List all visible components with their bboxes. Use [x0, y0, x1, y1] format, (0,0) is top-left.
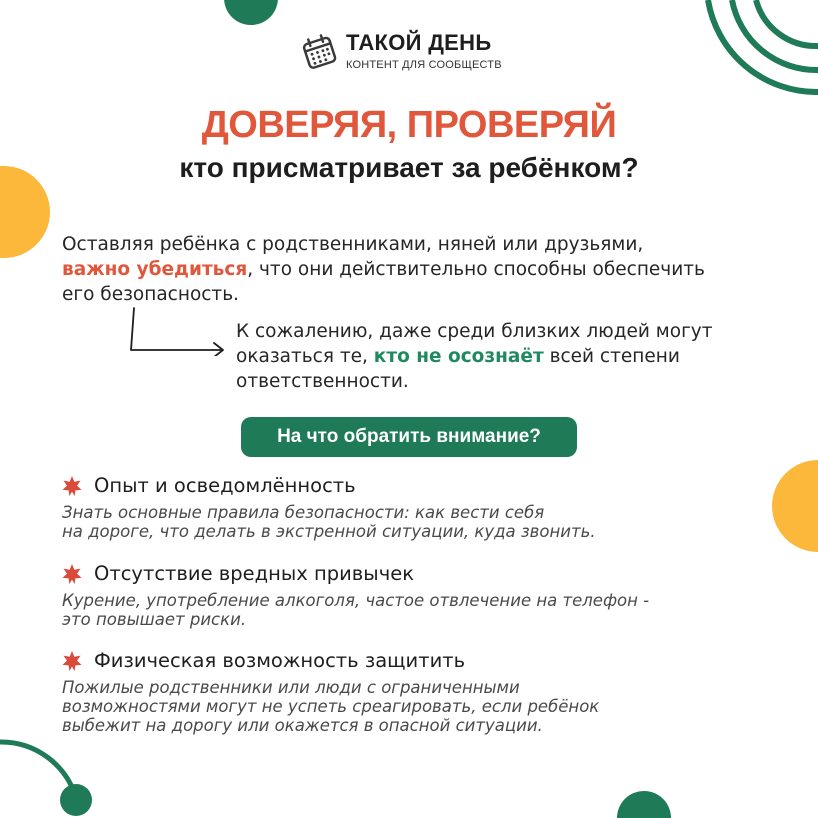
page-title: ДОВЕРЯЯ, ПРОВЕРЯЙ — [201, 104, 617, 146]
decor-bottom-left-arc — [0, 738, 100, 818]
arrow-icon — [126, 306, 230, 356]
note-highlight: кто не осознаёт — [373, 346, 544, 367]
brand-header — [300, 26, 502, 76]
decor-top-right-arcs — [690, 0, 818, 95]
list-item — [62, 474, 762, 541]
brand-name: ТАКОЙ ДЕНЬ — [346, 29, 492, 55]
note-text-2: всей степени ответственности. — [236, 346, 680, 392]
note-paragraph — [236, 319, 756, 394]
item-desc-line: это повышает риски. — [62, 610, 247, 629]
decor-bottom-right-circle — [616, 790, 672, 818]
item-desc-line: Курение, употребление алкоголя, частое отвлечение на телефон - — [62, 591, 650, 610]
item-desc-line: возможностями могут не успеть среагировать, если ребёнок — [62, 697, 600, 716]
brand-text — [346, 29, 502, 71]
intro-highlight: важно убедиться — [62, 259, 248, 280]
star-bullet-icon — [62, 651, 82, 671]
item-title: Опыт и осведомлённость — [94, 474, 356, 497]
intro-text-2: , что они действительно способны обеспечить его безопасность. — [62, 259, 705, 305]
item-desc-line: Знать основные правила безопасности: как вести себя — [62, 503, 545, 522]
section-pill: На что обратить внимание? — [241, 417, 577, 457]
item-desc-line: Пожилые родственники или люди с ограниченными — [62, 678, 520, 697]
brand-tagline: КОНТЕНТ ДЛЯ СООБЩЕСТВ — [346, 58, 502, 71]
item-title: Отсутствие вредных привычек — [94, 562, 414, 585]
item-title: Физическая возможность защитить — [94, 649, 466, 672]
list-item — [62, 562, 762, 629]
star-bullet-icon — [62, 476, 82, 496]
item-desc-line: на дороге, что делать в экстренной ситуации, куда звонить. — [62, 522, 596, 541]
intro-paragraph — [62, 232, 742, 307]
decor-top-circle — [224, 0, 278, 26]
note-text-1: К сожалению, даже среди близких людей могут оказаться те, — [236, 321, 713, 367]
star-bullet-icon — [62, 564, 82, 584]
list-item — [62, 649, 762, 735]
calendar-logo-icon — [300, 32, 338, 70]
intro-text-1: Оставляя ребёнка с родственниками, няней или друзьями, — [62, 234, 644, 255]
decor-right-yellow-circle — [772, 460, 818, 552]
page-subtitle: кто присматривает за ребёнком? — [179, 152, 639, 183]
item-desc-line: выбежит на дорогу или окажется в опасной ситуации. — [62, 716, 543, 735]
